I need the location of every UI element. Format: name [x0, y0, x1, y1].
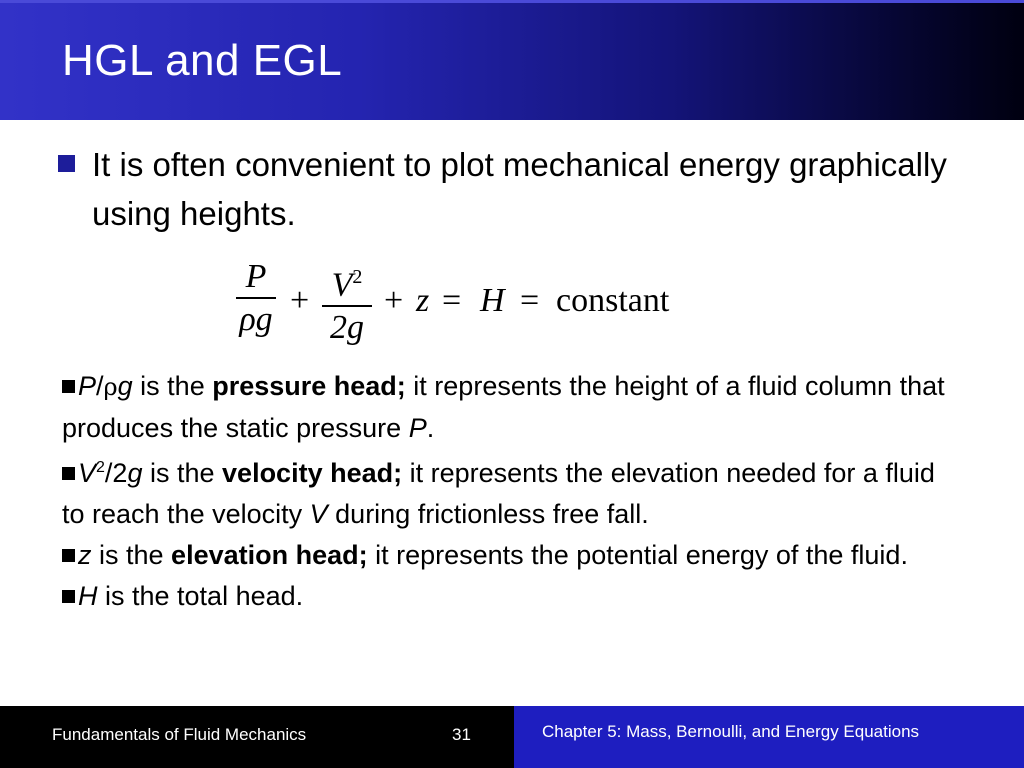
- symbol-v: V: [78, 458, 97, 489]
- definition-post: it represents the height of a fluid column that produces the static pressure: [62, 371, 945, 443]
- symbol-g: g: [117, 371, 133, 401]
- equation-term2-sup: 2: [352, 266, 363, 288]
- symbol-p: P: [78, 371, 97, 401]
- bullet-square-icon: [62, 590, 75, 603]
- equation-constant: constant: [556, 282, 670, 319]
- bullet-square-icon: [62, 380, 75, 393]
- equation-plus-2: +: [384, 282, 404, 319]
- slide-title: HGL and EGL: [62, 36, 343, 85]
- bernoulli-equation: [236, 258, 696, 348]
- definition-term: elevation head;: [171, 539, 368, 570]
- footer-chapter-title: Chapter 5: Mass, Bernoulli, and Energy Equations: [542, 722, 920, 741]
- definition-pre: is the: [142, 458, 223, 489]
- velocity-head-fraction: [322, 258, 372, 348]
- symbol-sup: 2: [96, 459, 105, 477]
- equation-term1-numerator: P: [245, 258, 267, 295]
- definition-var: V: [309, 499, 328, 530]
- definition-pre: is the: [91, 539, 172, 570]
- definition-term: velocity head;: [222, 458, 403, 489]
- equation-plus-1: +: [290, 282, 310, 319]
- bullet-square-icon: [62, 467, 75, 480]
- main-bullet: [58, 140, 958, 238]
- equation-H: H: [480, 282, 505, 319]
- symbol-g: g: [127, 458, 143, 489]
- symbol-z: z: [78, 539, 92, 570]
- definition-elevation-head: [62, 535, 962, 576]
- definition-term: pressure head;: [212, 371, 406, 401]
- symbol-rho: ρ: [103, 373, 118, 401]
- equation-term1-denominator: ρg: [239, 300, 273, 338]
- footer-page-number: 31: [452, 725, 471, 744]
- equation-equals-1: =: [442, 282, 462, 319]
- footer-course-title: Fundamentals of Fluid Mechanics: [52, 725, 307, 744]
- equation-z: z: [416, 282, 430, 319]
- bullet-square-icon: [62, 549, 75, 562]
- equation-term2-denominator: 2g: [330, 308, 364, 346]
- definition-pre: is the: [132, 371, 213, 401]
- symbol-slash-2: /2: [104, 458, 128, 489]
- symbol-h: H: [78, 580, 98, 611]
- fraction-bar: [322, 305, 372, 307]
- equation-equals-2: =: [520, 282, 540, 319]
- equation-term2-v: V: [331, 266, 353, 304]
- definition-velocity-head: [62, 448, 962, 534]
- definition-post: it represents the potential energy of the fluid.: [367, 539, 908, 570]
- title-bar-highlight: [0, 0, 1024, 3]
- main-bullet-text: It is often convenient to plot mechanical energy graphically using heights.: [92, 146, 947, 232]
- symbol-slash: /: [96, 371, 104, 401]
- bullet-square-icon: [58, 155, 75, 172]
- definition-pressure-head: [62, 366, 962, 448]
- equation-term2-numerator: [322, 258, 372, 304]
- definition-post: it represents the elevation needed for a fluid to reach the velocity: [62, 458, 935, 530]
- definition-end: .: [426, 412, 435, 443]
- definition-var: P: [408, 412, 427, 443]
- definition-pre: is the total head.: [97, 580, 304, 611]
- definition-total-head: [62, 576, 962, 617]
- head-definitions: [62, 366, 962, 616]
- definition-end: during frictionless free fall.: [327, 499, 649, 530]
- pressure-head-fraction: [236, 258, 276, 340]
- fraction-bar: [236, 297, 276, 299]
